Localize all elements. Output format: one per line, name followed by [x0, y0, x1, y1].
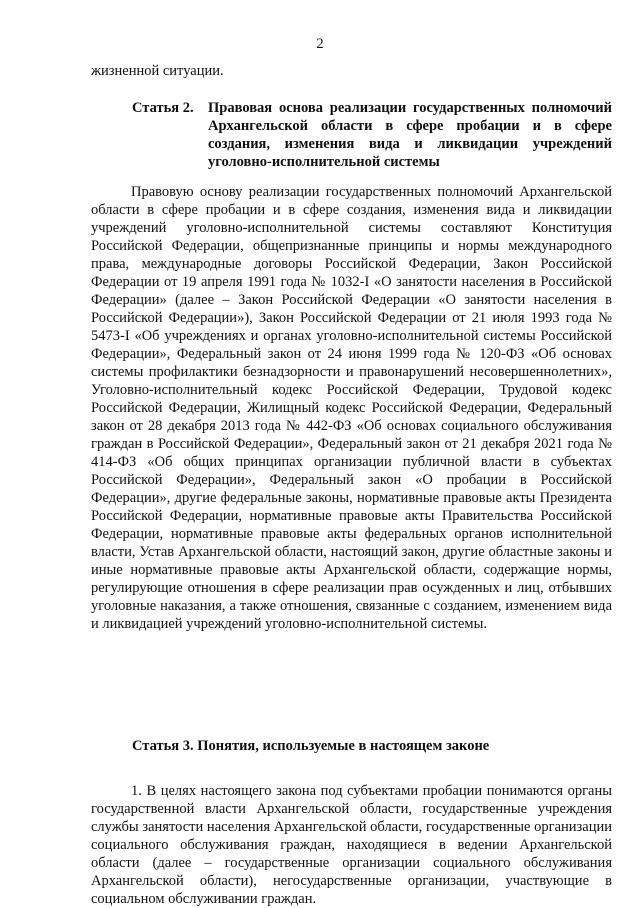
article-2-heading: [132, 99, 612, 171]
article-2-title: Правовая основа реализации государственных полномочий Архангельской области в сфере пробации и в сфере создания, изменения вида и ликвидации учреждений уголовно-исполнительной системы: [208, 100, 612, 170]
article-3-paragraph-1: 1. В целях настоящего закона под субъектами пробации понимаются органы государственной власти Архангельской области, государственные учреждения службы занятости населения Архангельской области, государственные организации социального обслуживания граждан, находящиеся в ведении Архангельской области (далее – государственные организации социального обслуживания Архангельской области), негосударственные организации, участвующие в социальном обслуживании граждан.: [91, 783, 612, 907]
article-2-paragraph: Правовую основу реализации государственных полномочий Архангельской области в сфере пробации и в сфере создания, изменения вида и ликвидации учреждений уголовно-исполнительной системы составляют Конституция Российской Федерации, общепризнанные принципы и нормы международного права, международные договоры Российской Федерации, Закон Российской Федерации от 19 апреля 1991 года № 1032-I «О занятости населения в Российской Федерации» (далее – Закон Российской Федерации «О занятости населения в Российской Федерации»), Закон Российской Федерации от 21 июля 1993 года № 5473-I «Об учреждениях и органах уголовно-исполнительной системы Российской Федерации», Федеральный закон от 24 июня 1999 года № 120-ФЗ «Об основах системы профилактики безнадзорности и правонарушений несовершеннолетних», Уголовно-исполнительный кодекс Российской Федерации, Трудовой кодекс Российской Федерации, Жилищный кодекс Российской Федерации, Федеральный закон от 28 декабря 2013 года № 442-ФЗ «Об основах социального обслуживания граждан в Российской Федерации», Федеральный закон от 21 декабря 2021 года № 414-ФЗ «Об общих принципах организации публичной власти в субъектах Российской Федерации», Федеральный закон «О пробации в Российской Федерации», другие федеральные законы, нормативные правовые акты Президента Российской Федерации, нормативные правовые акты Правительства Российской Федерации, нормативные правовые акты федеральных органов исполнительной власти, Устав Архангельской области, настоящий закон, другие областные законы и иные нормативные правовые акты Архангельской области, содержащие нормы, регулирующие отношения в сфере реализации прав осужденных и лиц, отбывших уголовные наказания, а также отношения, связанные с созданием, изменением вида и ликвидацией учреждений уголовно-исполнительной системы.: [91, 184, 612, 632]
continuation-text: жизненной ситуации.: [91, 63, 224, 79]
article-3-heading: Статья 3. Понятия, используемые в настоящем законе: [132, 738, 490, 754]
article-2-number: Статья 2.: [132, 100, 194, 116]
page-number: 2: [316, 36, 324, 52]
